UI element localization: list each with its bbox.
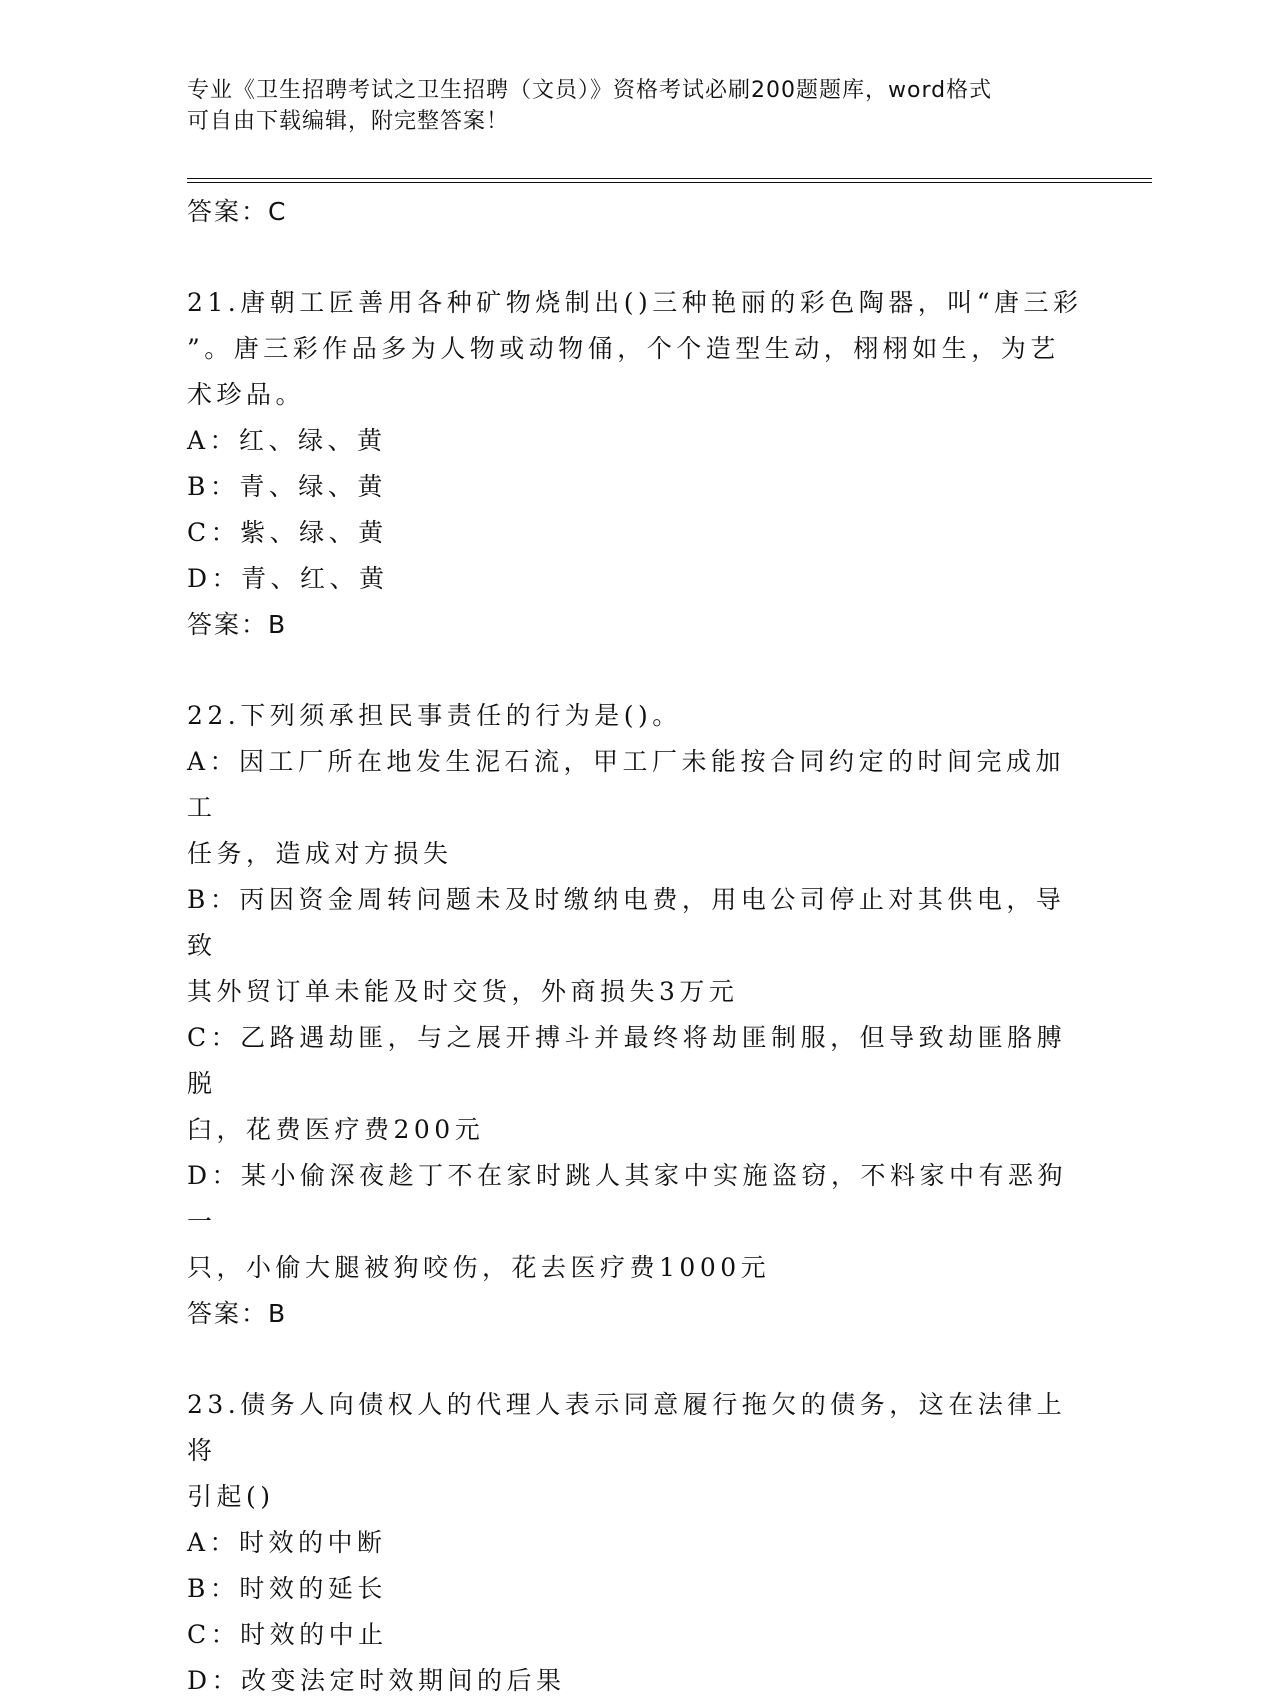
option-line: C：乙路遇劫匪，与之展开搏斗并最终将劫匪制服，但导致劫匪胳膊脱	[187, 1023, 1067, 1098]
option-d	[187, 1153, 1087, 1291]
document-header	[187, 75, 1087, 137]
previous-answer: 答案：C	[187, 197, 288, 226]
option-d	[187, 556, 1087, 602]
option-line: 只，小偷大腿被狗咬伤，花去医疗费1000元	[187, 1253, 771, 1282]
option-c	[187, 1612, 1087, 1658]
question-stem-line: 23.债务人向债权人的代理人表示同意履行拖欠的债务，这在法律上将	[187, 1390, 1067, 1465]
option-line: 任务，造成对方损失	[187, 839, 453, 868]
question-stem-line: 22.下列须承担民事责任的行为是()。	[187, 701, 682, 730]
header-rule-bottom	[187, 182, 1152, 183]
option-line: A：红、绿、黄	[187, 426, 387, 455]
question-stem-line: 21.唐朝工匠善用各种矿物烧制出()三种艳丽的彩色陶器，叫“唐三彩	[187, 288, 1083, 317]
option-line: D：改变法定时效期间的后果	[187, 1666, 566, 1695]
option-b	[187, 877, 1087, 1015]
question-stem-line: 术珍品。	[187, 380, 306, 409]
option-line: D：某小偷深夜趁丁不在家时跳人其家中实施盗窃，不料家中有恶狗一	[187, 1161, 1068, 1236]
option-line: 臼，花费医疗费200元	[187, 1115, 485, 1144]
question-list	[187, 189, 1087, 1704]
option-line: A：因工厂所在地发生泥石流，甲工厂未能按合同约定的时间完成加工	[187, 747, 1066, 822]
option-c	[187, 1015, 1087, 1153]
question-block	[187, 280, 1087, 648]
header-line-2: 可自由下载编辑，附完整答案！	[187, 109, 510, 134]
question-stem-line: 引起()	[187, 1482, 275, 1511]
question-block	[187, 1382, 1087, 1704]
option-d	[187, 1658, 1087, 1704]
option-line: B：丙因资金周转问题未及时缴纳电费，用电公司停止对其供电，导致	[187, 885, 1066, 960]
answer-line: 答案：B	[187, 610, 288, 639]
option-line: B：时效的延长	[187, 1574, 387, 1603]
option-c	[187, 510, 1087, 556]
option-line: 其外贸订单未能及时交货，外商损失3万元	[187, 977, 739, 1006]
header-line-1: 专业《卫生招聘考试之卫生招聘（文员）》资格考试必刷200题题库，word格式	[187, 78, 993, 103]
option-b	[187, 464, 1087, 510]
option-line: C：时效的中止	[187, 1620, 388, 1649]
question-stem-line: ”。唐三彩作品多为人物或动物俑，个个造型生动，栩栩如生，为艺	[187, 334, 1060, 363]
option-a	[187, 739, 1087, 877]
option-a	[187, 1520, 1087, 1566]
question-block	[187, 693, 1087, 1337]
option-b	[187, 1566, 1087, 1612]
answer-line: 答案：B	[187, 1299, 288, 1328]
header-rule-top	[187, 178, 1152, 179]
option-a	[187, 418, 1087, 464]
option-line: B：青、绿、黄	[187, 472, 387, 501]
option-line: A：时效的中断	[187, 1528, 387, 1557]
option-line: D：青、红、黄	[187, 564, 389, 593]
option-line: C：紫、绿、黄	[187, 518, 388, 547]
